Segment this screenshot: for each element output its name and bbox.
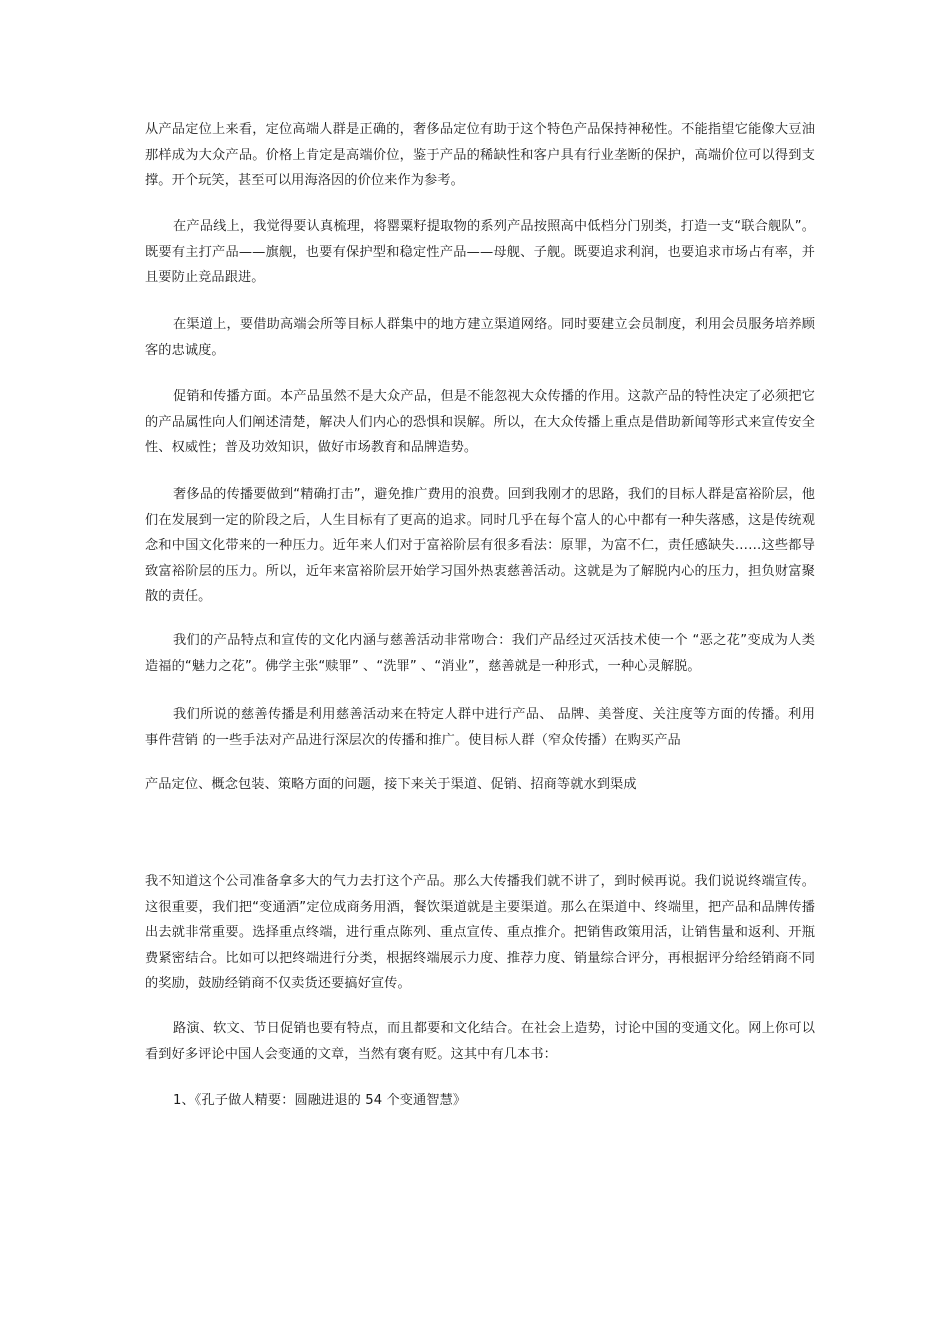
paragraph-promotion: 促销和传播方面。本产品虽然不是大众产品，但是不能忽视大众传播的作用。这款产品的特性决定了必须把它的产品属性向人们阐述清楚，解决人们内心的恐惧和误解。所以，在大众传播上重点是借助新闻等形式来宣传安全性、权威性；普及功效知识，做好市场教育和品牌造势。	[145, 389, 815, 455]
paragraph-positioning-summary: 产品定位、概念包装、策略方面的问题，接下来关于渠道、促销、招商等就水到渠成	[145, 777, 637, 792]
paragraph-charity-communication: 我们所说的慈善传播是利用慈善活动来在特定人群中进行产品、 品牌、美誉度、关注度等方面的传播。利用事件营销 的一些手法对产品进行深层次的传播和推广。使目标人群（窄众传播）在购买产品	[145, 707, 815, 748]
paragraph-product-line: 在产品线上，我觉得要认真梳理，将罂粟籽提取物的系列产品按照高中低档分门别类，打造一支“联合舰队”。既要有主打产品——旗舰，也要有保护型和稳定性产品——母舰、子舰。既要追求利润，也要追求市场占有率，并且要防止竞品跟进。	[145, 219, 815, 285]
list-item-book-1: 1、《孔子做人精要：圆融进退的 54 个变通智慧》	[173, 1093, 467, 1108]
paragraph-charity-fit: 我们的产品特点和宣传的文化内涵与慈善活动非常吻合：我们产品经过灭活技术使一个 “恶之花”变成为人类造福的“魅力之花”。佛学主张“赎罪” 、“洗罪” 、“消业”，慈善就是一种形式，一种心灵解脱。	[145, 633, 815, 674]
paragraph-roadshow: 路演、软文、节日促销也要有特点，而且都要和文化结合。在社会上造势，讨论中国的变通文化。网上你可以看到好多评论中国人会变通的文章，当然有褒有贬。这其中有几本书：	[145, 1021, 815, 1062]
paragraph-terminal-promotion: 我不知道这个公司准备拿多大的气力去打这个产品。那么大传播我们就不讲了，到时候再说。我们说说终端宣传。这很重要，我们把“变通酒”定位成商务用酒，餐饮渠道就是主要渠道。那么在渠道中、终端里，把产品和品牌传播出去就非常重要。选择重点终端，进行重点陈列、重点宣传、重点推介。把销售政策用活，让销售量和返利、开瓶费紧密结合。比如可以把终端进行分类，根据终端展示力度、推荐力度、销量综合评分，再根据评分给经销商不同的奖励，鼓励经销商不仅卖货还要搞好宣传。	[145, 874, 815, 991]
paragraph-luxury-communication: 奢侈品的传播要做到“精确打击”，避免推广费用的浪费。回到我刚才的思路，我们的目标人群是富裕阶层，他们在发展到一定的阶段之后，人生目标有了更高的追求。同时几乎在每个富人的心中都有一种失落感，这是传统观念和中国文化带来的一种压力。近年来人们对于富裕阶层有很多看法：原罪，为富不仁，责任感缺失……这些都导致富裕阶层的压力。所以，近年来富裕阶层开始学习国外热衷慈善活动。这就是为了解脱内心的压力，担负财富聚散的责任。	[145, 487, 815, 604]
paragraph-product-positioning: 从产品定位上来看，定位高端人群是正确的，奢侈品定位有助于这个特色产品保持神秘性。不能指望它能像大豆油那样成为大众产品。价格上肯定是高端价位，鉴于产品的稀缺性和客户具有行业垄断的保护，高端价位可以得到支撑。开个玩笑，甚至可以用海洛因的价位来作为参考。	[145, 122, 815, 188]
paragraph-channel: 在渠道上，要借助高端会所等目标人群集中的地方建立渠道网络。同时要建立会员制度，利用会员服务培养顾客的忠诚度。	[145, 317, 815, 358]
